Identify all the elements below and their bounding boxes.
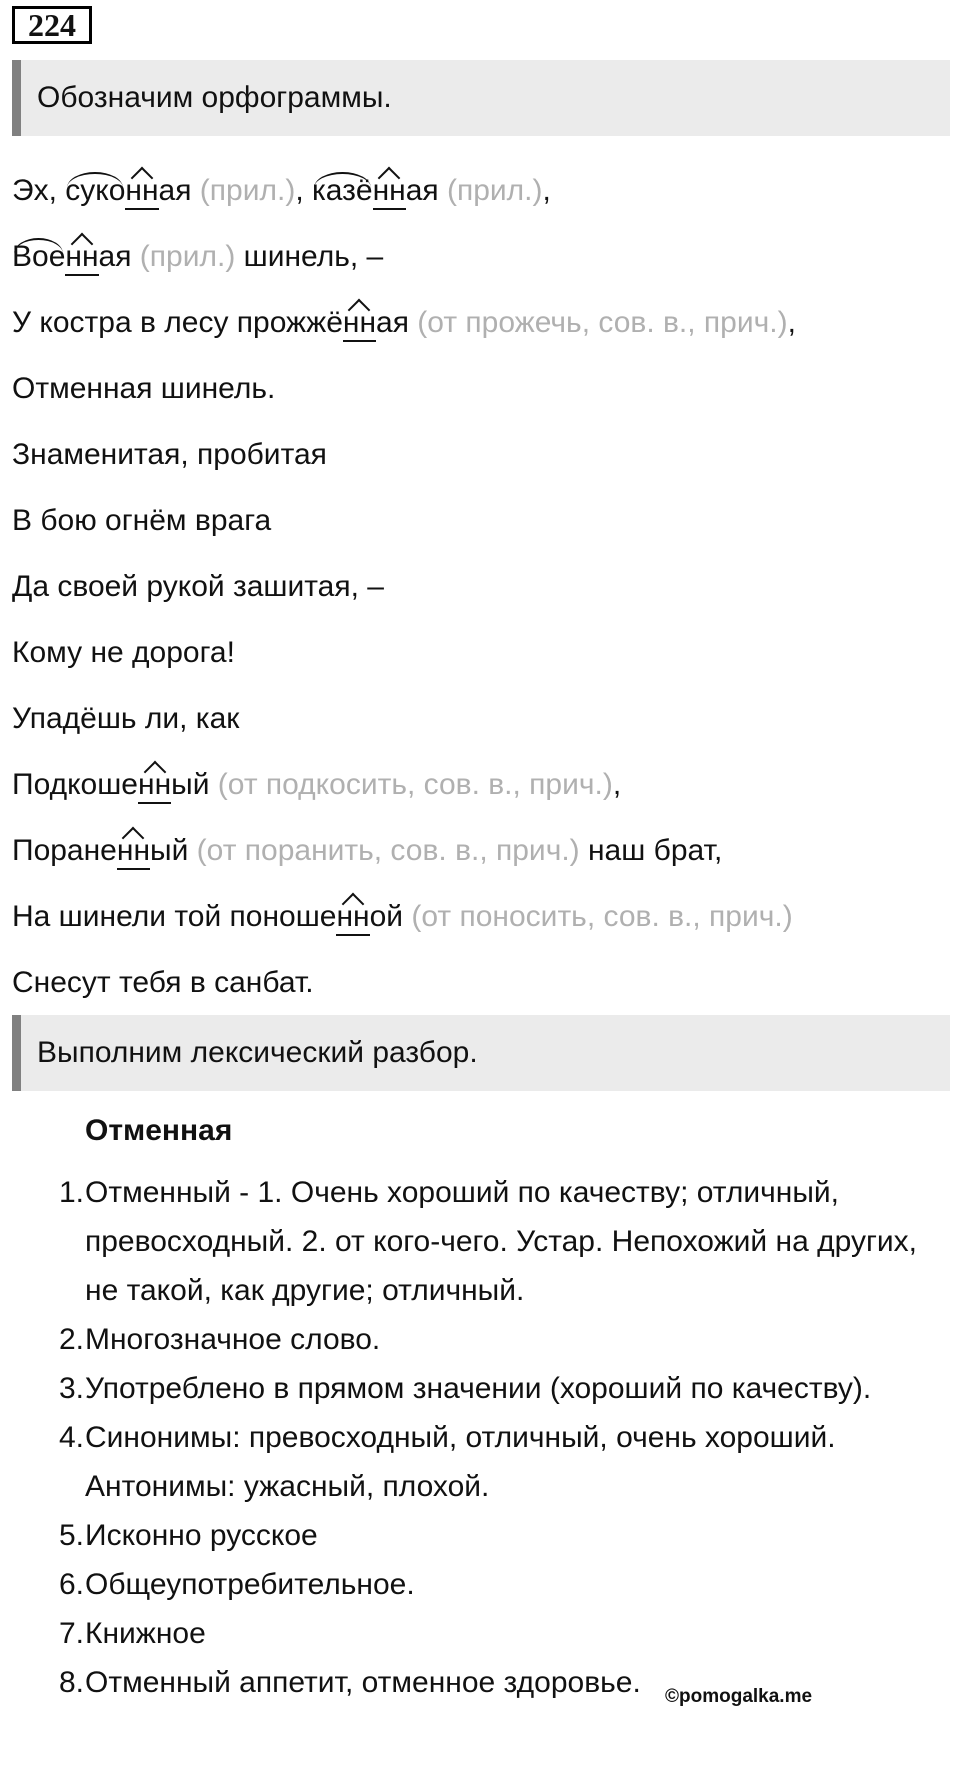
item-number: 1. (58, 1176, 84, 1209)
text: шинель, – (235, 240, 384, 273)
item-number: 5. (58, 1519, 84, 1552)
text: , (612, 768, 622, 801)
text: казё (311, 174, 373, 207)
item-number: 7. (58, 1617, 84, 1650)
list-item (40, 1364, 945, 1413)
suffix-mark (336, 884, 369, 950)
underlined-letters: нн (65, 240, 98, 276)
list-item (40, 1413, 945, 1511)
item-text: Исконно русское (85, 1519, 318, 1552)
text: ая (376, 306, 409, 339)
item-text: Синонимы: превосходный, отличный, очень хороший. Антонимы: ужасный, плохой. (85, 1421, 836, 1503)
item-text: Отменный - 1. Очень хороший по качеству; отличный, превосходный. 2. от кого-чего. Устар. Непохожий на других, не такой, как другие; отличный. (85, 1176, 918, 1307)
exercise-number: 224 (12, 6, 92, 44)
part-of-speech-note: (от подкосить, сов. в., прич.) (209, 768, 613, 801)
suffix-mark (117, 818, 150, 884)
item-number: 2. (58, 1323, 84, 1356)
text: Эх, (12, 174, 66, 207)
item-number: 4. (58, 1421, 84, 1454)
underlined-letters: нн (373, 174, 406, 210)
poem-line: Да своей рукой зашитая, – (12, 570, 384, 603)
part-of-speech-note: (от поранить, сов. в., прич.) (188, 834, 580, 867)
text: ый (150, 834, 189, 867)
text: Поране (12, 834, 117, 867)
text: ой (369, 900, 404, 933)
poem-line: Отменная шинель. (12, 372, 276, 405)
poem-line (12, 818, 952, 884)
suffix-mark (65, 224, 98, 290)
text: У костра в лесу прожжё (12, 306, 343, 339)
underlined-letters: нн (343, 306, 376, 342)
suffix-mark (125, 158, 158, 224)
suffix-mark (138, 752, 171, 818)
underlined-letters: нн (125, 174, 158, 210)
text: Вое (12, 240, 66, 273)
item-text: Употреблено в прямом значении (хороший по качеству). (85, 1372, 872, 1405)
poem-line: Снесут тебя в санбат. (12, 966, 314, 999)
underlined-letters: нн (336, 900, 369, 936)
poem-line (12, 158, 952, 224)
word-heading: Отменная (85, 1114, 233, 1147)
text: , (542, 174, 551, 207)
suffix-mark (343, 290, 376, 356)
text: ый (171, 768, 210, 801)
item-text: Отменный аппетит, отменное здоровье. (85, 1666, 641, 1699)
root-arc-mark (312, 158, 373, 224)
part-of-speech-note: (прил.) (191, 174, 296, 207)
text: , (295, 174, 312, 207)
list-item (40, 1511, 945, 1560)
list-item (40, 1315, 945, 1364)
poem-line: В бою огнём врага (12, 504, 272, 537)
part-of-speech-note: (от прожечь, сов. в., прич.) (408, 306, 788, 339)
part-of-speech-note: (прил.) (131, 240, 236, 273)
root-arc-mark (12, 224, 65, 290)
poem-line (12, 752, 952, 818)
item-text: Многозначное слово. (85, 1323, 381, 1356)
poem-line (12, 290, 952, 356)
item-number: 8. (58, 1666, 84, 1699)
text: наш брат, (579, 834, 723, 867)
list-item (40, 1560, 945, 1609)
part-of-speech-note: (прил.) (438, 174, 543, 207)
text: суко (65, 174, 126, 207)
text: ая (405, 174, 439, 207)
poem-line (12, 224, 952, 290)
poem-line (12, 884, 952, 950)
text: Подкоше (12, 768, 138, 801)
suffix-mark (373, 158, 406, 224)
text: На шинели той поноше (12, 900, 337, 933)
item-text: Общеупотребительное. (85, 1568, 415, 1601)
text: ая (98, 240, 132, 273)
root-arc-mark (65, 158, 125, 224)
poem-line: Знаменитая, пробитая (12, 438, 327, 471)
poem-line: Кому не дорога! (12, 636, 235, 669)
text: ая (158, 174, 192, 207)
poem-text (12, 158, 952, 1016)
section-title-lexical: Выполним лексический разбор. (12, 1015, 950, 1091)
item-number: 6. (58, 1568, 84, 1601)
item-number: 3. (58, 1372, 84, 1405)
underlined-letters: нн (117, 834, 150, 870)
list-item (40, 1168, 945, 1315)
list-item (40, 1609, 945, 1658)
poem-line: Упадёшь ли, как (12, 702, 240, 735)
part-of-speech-note: (от поносить, сов. в., прич.) (403, 900, 793, 933)
text: , (787, 306, 796, 339)
item-text: Книжное (85, 1617, 206, 1650)
watermark: ©pomogalka.me (665, 1686, 813, 1707)
analysis-list (40, 1168, 945, 1707)
section-title-spelling: Обозначим орфограммы. (12, 60, 950, 136)
underlined-letters: нн (138, 768, 171, 804)
